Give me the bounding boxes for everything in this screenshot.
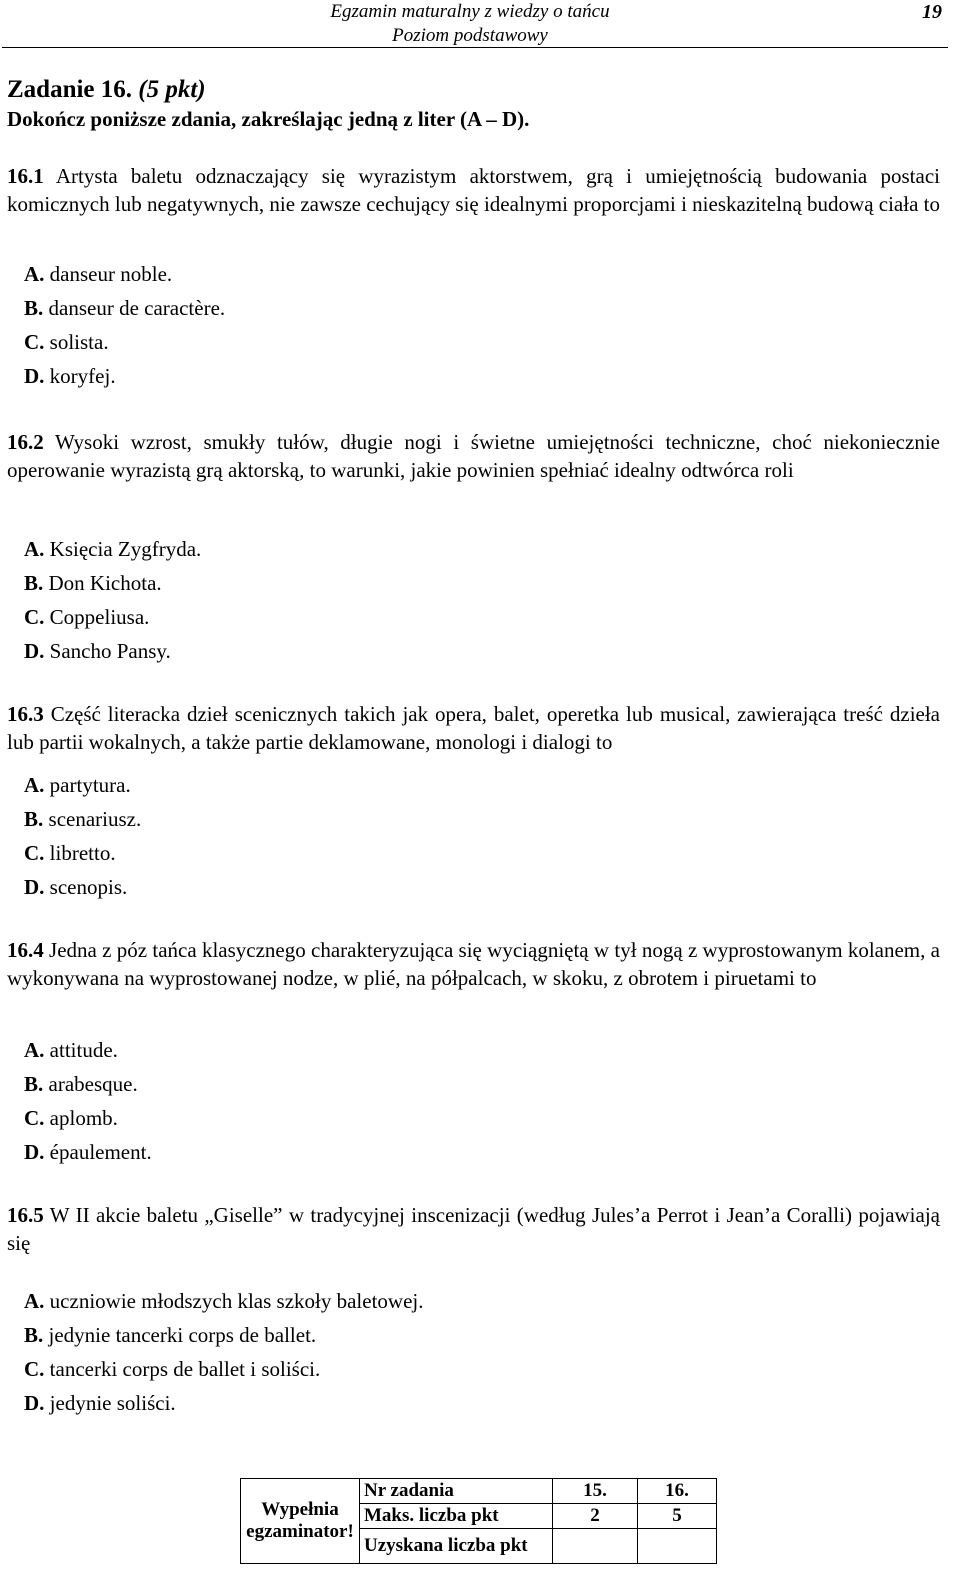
option-letter: C. <box>24 841 45 865</box>
question-text: Artysta baletu odznaczający się wyrazistym aktorstwem, grą i umiejętnością budowania postaci komicznych lub negatywnych, nie zawsze cechujący się idealnymi proporcjami i nieskazitelną budową ciała to <box>7 164 940 216</box>
option-letter: A. <box>24 773 45 797</box>
question-text: Jedna z póz tańca klasycznego charakteryzująca się wyciągniętą w tył nogą z wyprostowanym kolanem, a wykonywana na wyprostowanej nodze, w plié, na półpalcach, w skoku, z obrotem i piruetami to <box>7 938 941 990</box>
question-number: 16.1 <box>7 164 44 188</box>
task-number-15: 15. <box>553 1479 638 1504</box>
option-text: Coppeliusa. <box>49 605 150 629</box>
option-d[interactable] <box>24 361 225 395</box>
options-16-3 <box>24 770 141 906</box>
option-b[interactable] <box>24 1320 424 1354</box>
obtained-points-label: Uzyskana liczba pkt <box>360 1529 553 1564</box>
option-text: Don Kichota. <box>48 571 162 595</box>
option-letter: C. <box>24 1106 45 1130</box>
obtained-points-15[interactable] <box>553 1529 638 1564</box>
option-text: Sancho Pansy. <box>49 639 171 663</box>
option-letter: B. <box>24 807 44 831</box>
option-text: libretto. <box>49 841 116 865</box>
task-number-16: 16. <box>638 1479 717 1504</box>
option-text: Księcia Zygfryda. <box>49 537 202 561</box>
option-text: scenariusz. <box>48 807 142 831</box>
option-a[interactable] <box>24 1035 152 1069</box>
option-text: épaulement. <box>49 1140 152 1164</box>
task-title <box>7 75 206 105</box>
option-letter: D. <box>24 364 45 388</box>
option-letter: A. <box>24 537 45 561</box>
question-16-5 <box>7 1201 940 1257</box>
question-16-2 <box>7 428 940 484</box>
option-a[interactable] <box>24 534 201 568</box>
option-text: danseur de caractère. <box>48 296 226 320</box>
option-d[interactable] <box>24 636 201 670</box>
option-text: jedynie tancerki corps de ballet. <box>48 1323 317 1347</box>
option-text: jedynie soliści. <box>49 1391 176 1415</box>
option-letter: D. <box>24 1391 45 1415</box>
option-a[interactable] <box>24 770 141 804</box>
score-table <box>240 1478 717 1564</box>
option-text: partytura. <box>49 773 131 797</box>
options-16-2 <box>24 534 201 670</box>
option-c[interactable] <box>24 1103 152 1137</box>
option-letter: C. <box>24 1357 45 1381</box>
question-16-3 <box>7 700 940 756</box>
max-points-15: 2 <box>553 1504 638 1529</box>
option-text: tancerki corps de ballet i soliści. <box>49 1357 321 1381</box>
question-number: 16.3 <box>7 702 44 726</box>
options-16-4 <box>24 1035 152 1171</box>
option-text: aplomb. <box>49 1106 118 1130</box>
option-letter: B. <box>24 1323 44 1347</box>
option-letter: B. <box>24 296 44 320</box>
option-text: solista. <box>49 330 109 354</box>
question-number: 16.5 <box>7 1203 44 1227</box>
option-text: arabesque. <box>48 1072 138 1096</box>
task-instruction: Dokończ poniższe zdania, zakreślając jedną z liter (A – D). <box>7 107 530 131</box>
option-letter: D. <box>24 875 45 899</box>
option-d[interactable] <box>24 1137 152 1171</box>
question-16-4 <box>7 936 940 992</box>
obtained-points-16[interactable] <box>638 1529 717 1564</box>
max-points-label: Maks. liczba pkt <box>360 1504 553 1529</box>
task-number-label: Nr zadania <box>360 1479 553 1504</box>
header-divider <box>2 47 948 48</box>
question-text: W II akcie baletu „Giselle” w tradycyjnej inscenizacji (według Jules’a Perrot i Jean’a Coralli) pojawiają się <box>7 1203 940 1255</box>
question-text: Część literacka dzieł scenicznych takich jak opera, balet, operetka lub musical, zawierająca treść dzieła lub partii wokalnych, a także partie deklamowane, monologi i dialogi to <box>7 702 941 754</box>
question-text: Wysoki wzrost, smukły tułów, długie nogi i świetne umiejętności techniczne, choć niekoniecznie operowanie wyrazistą grą aktorską, to warunki, jakie powinien spełniać idealny odtwórca roli <box>7 430 940 482</box>
option-text: scenopis. <box>49 875 128 899</box>
option-letter: C. <box>24 605 45 629</box>
header-exam-level: Poziom podstawowy <box>392 25 548 46</box>
option-letter: D. <box>24 639 45 663</box>
option-a[interactable] <box>24 1286 424 1320</box>
option-letter: D. <box>24 1140 45 1164</box>
option-letter: A. <box>24 1038 45 1062</box>
option-d[interactable] <box>24 872 141 906</box>
option-text: uczniowie młodszych klas szkoły baletowej. <box>49 1289 424 1313</box>
option-text: koryfej. <box>49 364 116 388</box>
examiner-fill-label: Wypełnia egzaminator! <box>241 1479 360 1564</box>
option-letter: B. <box>24 571 44 595</box>
question-16-1 <box>7 162 940 218</box>
task-points: (5 pkt) <box>138 76 206 103</box>
page-number: 19 <box>922 1 942 23</box>
options-16-5 <box>24 1286 424 1422</box>
option-letter: B. <box>24 1072 44 1096</box>
option-c[interactable] <box>24 327 225 361</box>
option-text: attitude. <box>49 1038 118 1062</box>
option-b[interactable] <box>24 293 225 327</box>
question-number: 16.4 <box>7 938 44 962</box>
task-title-label: Zadanie 16. <box>7 76 139 103</box>
option-a[interactable] <box>24 259 225 293</box>
option-d[interactable] <box>24 1388 424 1422</box>
header-exam-title: Egzamin maturalny z wiedzy o tańcu <box>330 1 610 22</box>
option-c[interactable] <box>24 602 201 636</box>
options-16-1 <box>24 259 225 395</box>
option-c[interactable] <box>24 838 141 872</box>
option-text: danseur noble. <box>49 262 173 286</box>
option-letter: A. <box>24 262 45 286</box>
option-b[interactable] <box>24 1069 152 1103</box>
option-c[interactable] <box>24 1354 424 1388</box>
option-letter: C. <box>24 330 45 354</box>
option-b[interactable] <box>24 568 201 602</box>
option-letter: A. <box>24 1289 45 1313</box>
question-number: 16.2 <box>7 430 44 454</box>
option-b[interactable] <box>24 804 141 838</box>
max-points-16: 5 <box>638 1504 717 1529</box>
